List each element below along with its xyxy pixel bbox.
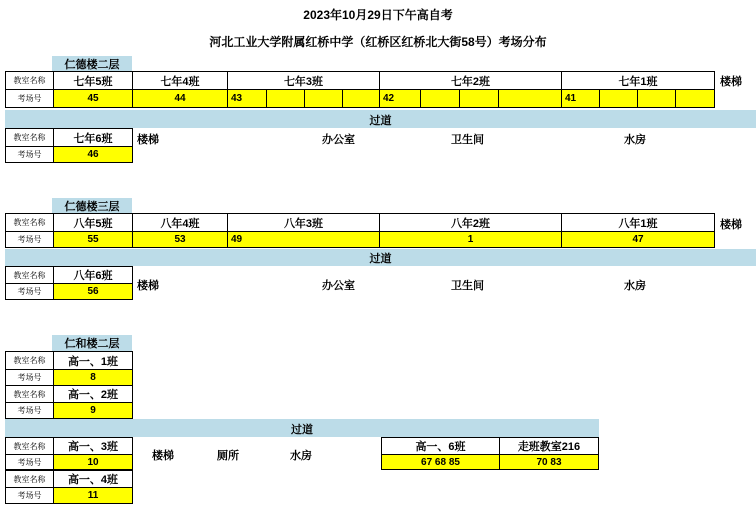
exam-room-number: 47 (561, 231, 715, 248)
exam-room-number: 53 (132, 231, 228, 248)
class-header: 七年6班 (53, 128, 133, 147)
class-header: 七年5班 (53, 71, 133, 90)
exam-room-number: 46 (53, 146, 133, 163)
stairs-label: 楼梯 (137, 280, 159, 292)
class-header: 高一、3班 (53, 437, 133, 455)
exam-room-cell (304, 89, 343, 108)
water-room-label: 水房 (624, 134, 646, 146)
exam-room-label: 考场号 (5, 146, 54, 163)
class-header: 七年2班 (379, 71, 562, 90)
class-header: 八年2班 (379, 213, 562, 232)
classroom-name-label: 教室名称 (5, 266, 54, 284)
exam-room-number: 1 (379, 231, 562, 248)
corridor (5, 419, 599, 437)
corridor-label: 过道 (291, 424, 313, 436)
exam-room-label: 考场号 (5, 283, 54, 300)
exam-room-cell (459, 89, 499, 108)
exam-room-number: 10 (53, 454, 133, 470)
exam-room-cell (637, 89, 676, 108)
stairs-label: 楼梯 (152, 450, 174, 462)
class-header: 七年3班 (227, 71, 380, 90)
office-label: 办公室 (322, 280, 355, 292)
exam-room-number: 44 (132, 89, 228, 108)
floor-label-renhe-2: 仁和楼二层 (52, 335, 132, 351)
exam-room-label: 考场号 (5, 89, 54, 108)
corridor-label: 过道 (369, 115, 392, 127)
class-header: 高一、1班 (53, 351, 133, 370)
office-label: 办公室 (322, 134, 355, 146)
exam-room-cell (599, 89, 638, 108)
exam-room-cell (266, 89, 305, 108)
class-header: 八年3班 (227, 213, 380, 232)
stairs-label: 楼梯 (137, 134, 159, 146)
class-header: 高一、6班 (381, 437, 500, 455)
corridor (5, 110, 756, 128)
exam-room-number: 67 68 85 (381, 454, 500, 470)
exam-room-cell (675, 89, 715, 108)
exam-room-number: 55 (53, 231, 133, 248)
class-header: 八年5班 (53, 213, 133, 232)
classroom-name-label: 教室名称 (5, 128, 54, 147)
class-header: 八年6班 (53, 266, 133, 284)
exam-room-number: 9 (53, 402, 133, 419)
page-subtitle: 河北工业大学附属红桥中学（红桥区红桥北大街58号）考场分布 (209, 35, 547, 49)
toilet-label: 厕所 (217, 450, 239, 462)
classroom-name-label: 教室名称 (5, 213, 54, 232)
exam-room-cell (498, 89, 562, 108)
exam-room-label: 考场号 (5, 402, 54, 419)
floor-label-rende-3: 仁德楼三层 (52, 198, 132, 213)
classroom-name-label: 教室名称 (5, 71, 54, 90)
corridor-label: 过道 (369, 253, 392, 265)
page-title: 2023年10月29日下午高自考 (303, 8, 453, 22)
exam-room-label: 考场号 (5, 487, 54, 504)
corridor (5, 249, 756, 266)
exam-room-label: 考场号 (5, 454, 54, 470)
class-header: 高一、2班 (53, 385, 133, 403)
exam-room-number: 45 (53, 89, 133, 108)
exam-room-number: 11 (53, 487, 133, 504)
exam-room-number: 43 (227, 89, 267, 108)
water-room-label: 水房 (290, 450, 312, 462)
class-header: 高一、4班 (53, 470, 133, 488)
stairs-label: 楼梯 (720, 76, 742, 88)
exam-room-number: 70 83 (499, 454, 599, 470)
water-room-label: 水房 (624, 280, 646, 292)
exam-room-cell (420, 89, 460, 108)
classroom-name-label: 教室名称 (5, 437, 54, 455)
class-header: 八年1班 (561, 213, 715, 232)
class-header: 七年4班 (132, 71, 228, 90)
exam-room-label: 考场号 (5, 369, 54, 386)
exam-room-number: 8 (53, 369, 133, 386)
exam-room-number: 42 (379, 89, 421, 108)
restroom-label: 卫生间 (451, 280, 484, 292)
classroom-name-label: 教室名称 (5, 385, 54, 403)
exam-room-number: 41 (561, 89, 600, 108)
floor-label-rende-2: 仁德楼二层 (52, 56, 132, 71)
restroom-label: 卫生间 (451, 134, 484, 146)
exam-room-label: 考场号 (5, 231, 54, 248)
exam-room-number: 56 (53, 283, 133, 300)
exam-room-number: 49 (227, 231, 380, 248)
exam-room-cell (342, 89, 380, 108)
classroom-name-label: 教室名称 (5, 470, 54, 488)
stairs-label: 楼梯 (720, 219, 742, 231)
class-header: 八年4班 (132, 213, 228, 232)
class-header: 七年1班 (561, 71, 715, 90)
classroom-name-label: 教室名称 (5, 351, 54, 370)
class-header: 走班教室216 (499, 437, 599, 455)
